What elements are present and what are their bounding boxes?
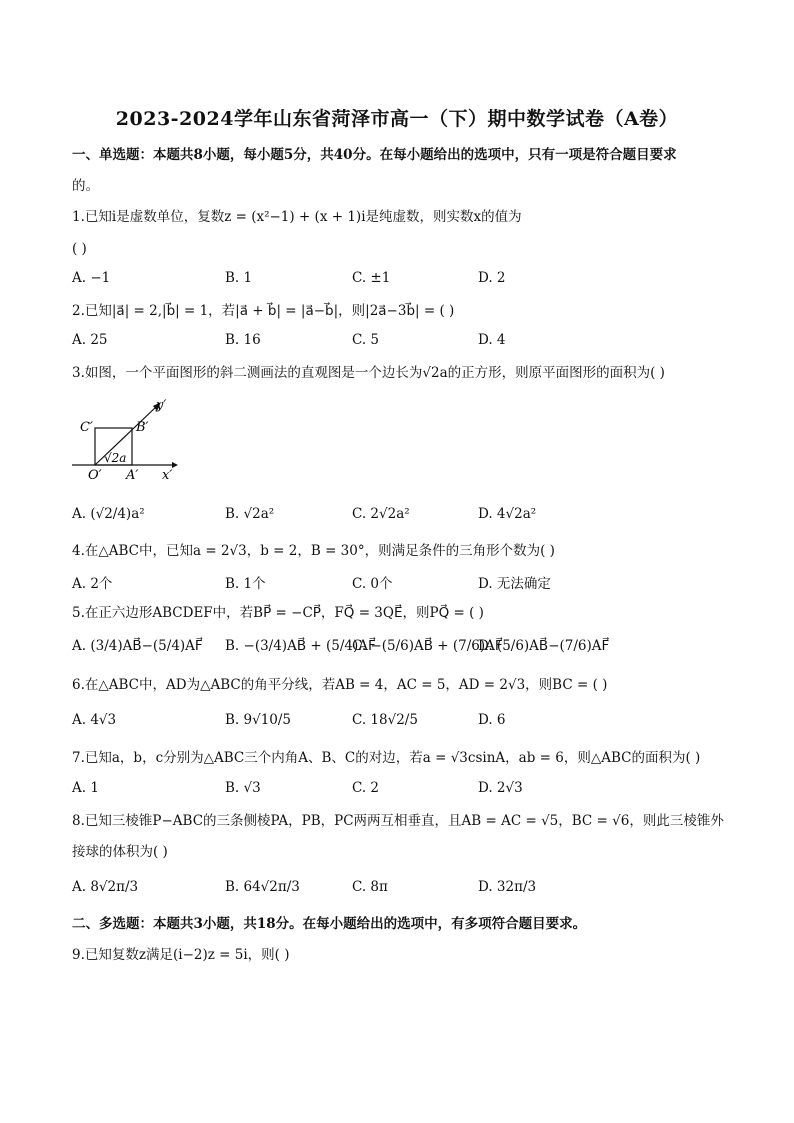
option-c[interactable]: C. ±1 [352, 270, 391, 286]
option-d[interactable]: D. 无法确定 [478, 576, 551, 592]
option-b[interactable]: B. 9√10/5 [225, 712, 292, 728]
question-6-options [72, 712, 732, 732]
question-1-paren: ( ) [72, 241, 87, 257]
question-8-stem-cont: 接球的体积为( ) [72, 844, 168, 860]
label-c: C′ [80, 420, 93, 435]
option-a[interactable]: A. 1 [72, 780, 99, 796]
option-b[interactable]: B. √2a² [225, 506, 275, 522]
exam-title: 2023-2024学年山东省菏泽市高一（下）期中数学试卷（A卷） [115, 108, 679, 130]
question-7-stem: 7.已知a，b，c分别为△ABC三个内角A、B、C的对边，若a = √3csinA，ab = 6，则△ABC的面积为( ) [72, 750, 701, 766]
section-1-heading-cont: 的。 [72, 178, 99, 194]
option-b[interactable]: B. 1 [225, 270, 253, 286]
question-1-options [72, 270, 732, 290]
option-d[interactable]: D. 4 [478, 332, 506, 348]
x-axis-arrow [172, 462, 178, 468]
question-2-stem: 2.已知|a⃗| = 2,|b⃗| = 1，若|a⃗ + b⃗| = |a⃗−b⃗|，则|2a⃗−3b⃗| = ( ) [72, 303, 455, 319]
question-3-stem: 3.如图，一个平面图形的斜二测画法的直观图是一个边长为√2a的正方形，则原平面图形的面积为( ) [72, 365, 665, 381]
option-b[interactable]: B. 64√2π/3 [225, 879, 300, 895]
option-a[interactable]: A. −1 [72, 270, 111, 286]
option-a[interactable]: A. 25 [72, 332, 108, 348]
option-c[interactable]: C. 5 [352, 332, 380, 348]
option-c[interactable]: C. 8π [352, 879, 388, 895]
label-a: A′ [126, 468, 139, 483]
option-c[interactable]: C. 18√2/5 [352, 712, 418, 728]
option-b[interactable]: B. √3 [225, 780, 261, 796]
option-b[interactable]: B. −(3/4)AB⃗ + (5/4)AF⃗ [225, 638, 376, 654]
option-c[interactable]: C. 2√2a² [352, 506, 410, 522]
option-d[interactable]: D. 32π/3 [478, 879, 537, 895]
question-4-options [72, 572, 732, 592]
question-1-stem: 1.已知i是虚数单位，复数z = (x²−1) + (x + 1)i是纯虚数，则实数x的值为 [72, 209, 522, 225]
option-d[interactable]: D. 6 [478, 712, 506, 728]
option-d[interactable]: D. (5/6)AB⃗−(7/6)AF⃗ [478, 638, 610, 654]
section-1-heading: 一、单选题：本题共8小题，每小题5分，共40分。在每小题给出的选项中，只有一项是符合题目要求 [72, 147, 677, 163]
option-c[interactable]: C. 2 [352, 780, 380, 796]
section-2-heading: 二、多选题：本题共3小题，共18分。在每小题给出的选项中，有多项符合题目要求。 [72, 916, 587, 932]
oblique-projection-diagram [70, 395, 190, 487]
option-d[interactable]: D. 2√3 [478, 780, 523, 796]
option-c[interactable]: C. −(5/6)AB⃗ + (7/6)AF⃗ [352, 638, 503, 654]
option-c[interactable]: C. 0个 [352, 576, 393, 592]
question-9-stem: 9.已知复数z满足(i−2)z = 5i，则( ) [72, 947, 290, 963]
question-5-options [72, 638, 732, 658]
label-o: O′ [88, 468, 102, 483]
question-5-stem: 5.在正六边形ABCDEF中，若BP⃗ = −CP⃗，FQ⃗ = 3QE⃗，则PQ⃗ = ( ) [72, 605, 484, 621]
option-d[interactable]: D. 4√2a² [478, 506, 537, 522]
question-2-options [72, 332, 732, 352]
option-b[interactable]: B. 16 [225, 332, 261, 348]
option-a[interactable]: A. 4√3 [72, 712, 117, 728]
option-d[interactable]: D. 2 [478, 270, 506, 286]
question-8-stem: 8.已知三棱锥P−ABC的三条侧棱PA，PB，PC两两互相垂直，且AB = AC = √5，BC = √6，则此三棱锥外 [72, 813, 724, 829]
question-3-options [72, 506, 732, 526]
option-a[interactable]: A. (√2/4)a² [72, 506, 145, 522]
question-8-options [72, 879, 732, 899]
option-b[interactable]: B. 1个 [225, 576, 266, 592]
question-4-stem: 4.在△ABC中，已知a = 2√3，b = 2，B = 30°，则满足条件的三角形个数为( ) [72, 543, 555, 559]
option-a[interactable]: A. 8√2π/3 [72, 879, 139, 895]
question-7-options [72, 780, 732, 800]
option-a[interactable]: A. (3/4)AB⃗−(5/4)AF⃗ [72, 638, 203, 654]
label-side: √2a [104, 451, 127, 465]
option-a[interactable]: A. 2个 [72, 576, 113, 592]
label-x: x′ [162, 468, 173, 483]
label-b: B′ [136, 420, 149, 435]
label-y: y′ [156, 398, 167, 413]
question-6-stem: 6.在△ABC中，AD为△ABC的角平分线，若AB = 4，AC = 5，AD = 2√3，则BC = ( ) [72, 677, 608, 693]
